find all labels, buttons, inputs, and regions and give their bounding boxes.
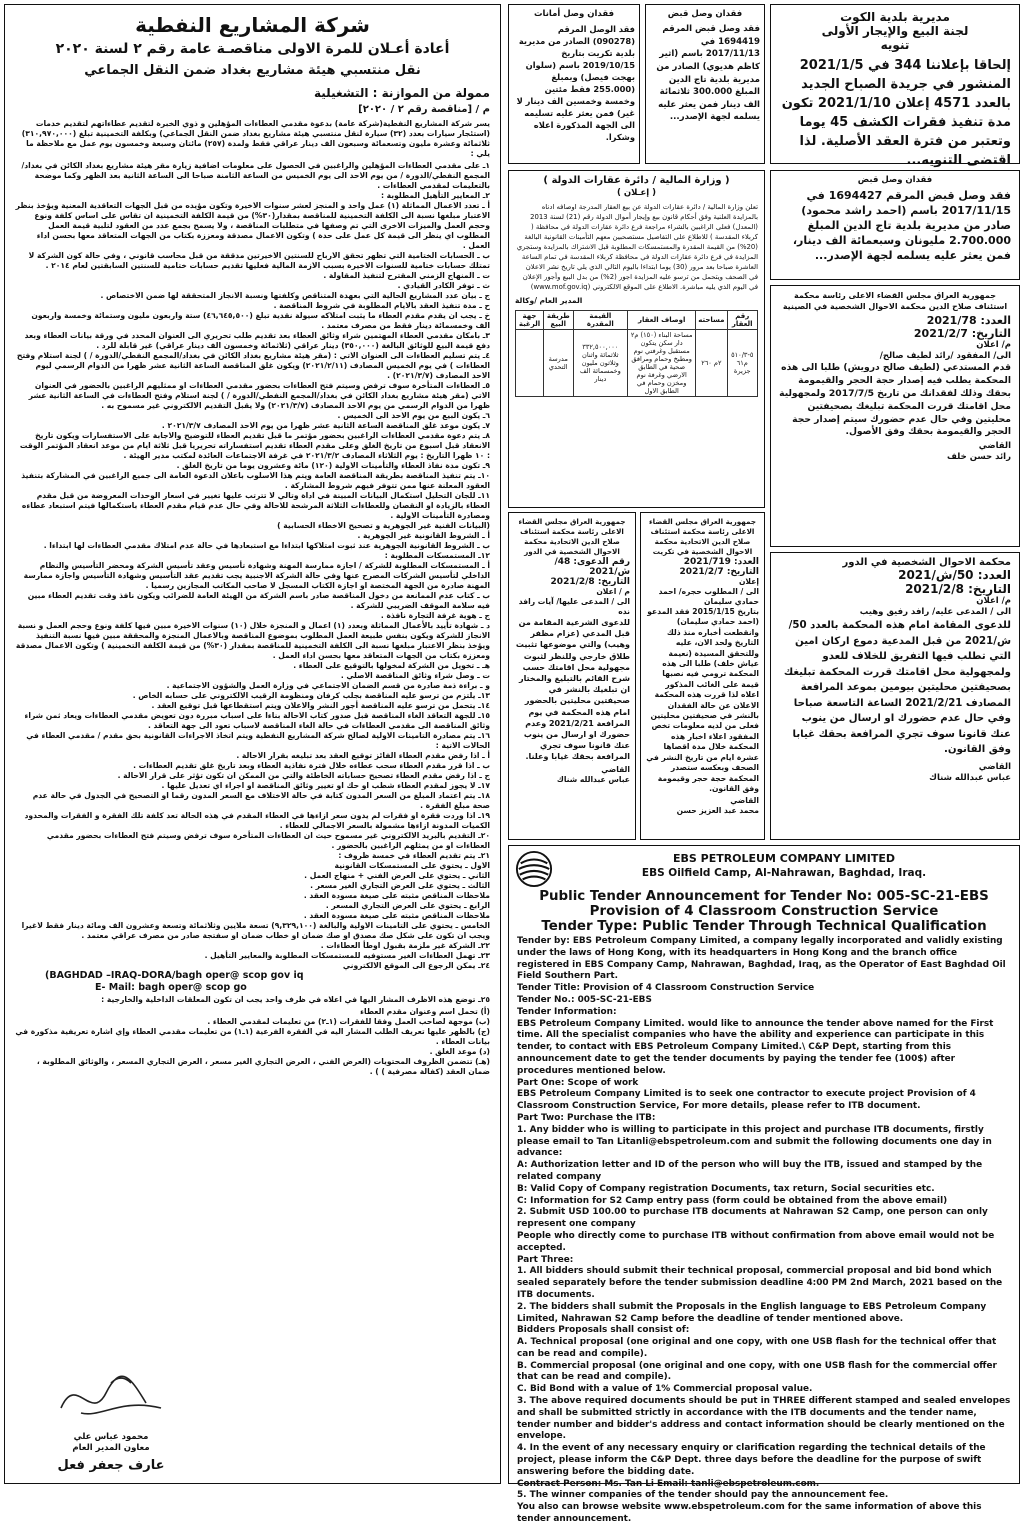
ebs-address: EBS Oilfield Camp, Al-Nahrawan, Baghdad, Iraq. <box>641 867 927 879</box>
tender-item: ٢٤ـ يمكن الرجوع الى الموقع الالكتروني <box>342 961 490 970</box>
tender-item: ح ـ مدة تنفيذ العقد بالايام المطلوبة في شروط المناقصة . <box>273 301 490 310</box>
court4-to: الى / المدعى عليها/ آيات رافد نده <box>518 597 630 616</box>
court4-sub: م / اعلان <box>596 587 630 596</box>
table-cell <box>516 329 544 396</box>
court1-date: التاريخ: 2021/2/7 <box>913 327 1011 340</box>
ebs-line: Tender Information: <box>517 1006 617 1017</box>
tender-item: ب ـ الشروط القانونية الجوهرية عند ثبوت امتلاكها ابتداءا مع استبعادها في حالة عدم امتلاك مقدمي العطاءات لها ابتداءا . <box>43 541 490 550</box>
ebs-heading-2: Provision of 4 Classroom Construction Service <box>589 904 939 919</box>
tender-item-25-sub: (أ) تحمل اسم وعنوان مقدم العطاء <box>360 1007 490 1016</box>
court4-judge: القاضي <box>601 764 630 774</box>
lost-receipt-title-2: فقدان وصل قبض <box>857 175 933 185</box>
table-cell: ٢م ٢٦٠ <box>696 329 727 396</box>
tender-item: ب ـ اذا قرر مقدم العطاء سحب عطاءه خلال فترة نفاذية العطاء وبعد تاريخ غلق تقديم العطاءات . <box>133 761 490 770</box>
court2-judge: القاضي <box>978 761 1011 772</box>
ebs-line: Tender Title: Provision of 4 Classroom Construction Service <box>517 983 815 994</box>
tender-item: ٢٢ـ الشركة غير ملزمة بقبول اوطأ العطاءات . <box>320 941 490 950</box>
court1-to: الى/ المفقود /رائد لطيف صالح/ <box>879 351 1011 362</box>
ebs-logo-icon <box>515 850 553 888</box>
signer-name-2: عارف جعفر فعل <box>57 1458 165 1473</box>
tender-item: ٤ـ يتم تسليم العطاءات الى العنوان الاتي : (مقر هيئة مشاريع بغداد الكائن في بغداد/المجمع النفطي/الدورة / ) لجنة استلام وفتح العطاءات ) في يوم الخميس المصادف (٢٠٢١/٢/١١) ويكون غلق المناقصة الساعة الثانية عشر ظهرا من الدوام الرسمي ليوم الاحد المصادف (٢٠٢١/٣/٧) . <box>16 351 490 380</box>
tender-item: ت ـ وصل شراء وثائق المناقصة الاصلي . <box>340 671 490 680</box>
ebs-line: B. Commercial proposal (one original and one copy, with one USB flash for the commercial offer that can be read and compile). <box>517 1360 997 1383</box>
lost-receipt-title-1: فقدان وصل قبض <box>667 9 743 19</box>
ebs-heading-3: Tender Type: Public Tender Through Technical Qualification <box>541 919 987 934</box>
court3-to: الى / المطلوب حجره/ احمد حمادي سليمان <box>658 587 759 606</box>
finance-signer: المدير العام /وكالة <box>515 296 583 306</box>
table-header-cell: رقم العقار <box>727 310 758 329</box>
court4-head: جمهورية العراق مجلس القضاء الاعلى رئاسة محكمة استئناف صلاح الدين الاتحادية محكمة الاحوال الشخصية في الدور <box>518 517 626 556</box>
court2-body: للدعوى المقامة امام هذه المحكمة بالعدد 50/ش/2021 من قبل المدعية دموع اركان امين التي تطلب فيها التفريق للخلاف للعدو ولمجهولية محل اقامتك قررت المحكمة تبليغك بصحيفتين محليتين بيومين بموعد المرافعة المصادف 2021/2/21 الساعة التاسعة صباحا وفي حال عدم حضورك او ارسال من ينوب عنك قانونا سوف تجري المرافعة بحقك غيابا وفق القانون. <box>783 620 1011 756</box>
table-header-cell: القيمة المقدرة <box>573 310 627 329</box>
tender-item: د ـ شهادة تأييد بالأعمال المماثلة وبعدد (١) اعمال و المنجزة خلال (١٠) سنوات الاخيرة مبين فيها كلفة ونوع وحجم العمل و نسبة الانجاز للشركة ويكون بنفس طبيعة العمل المطلوب بموضوع المناقصة وبالاعمال المنجزة والمحققة مبين فيها نسبة التنفيذ ويؤخذ بنظر الاعتبار مبلغها نسبة الى الكلفة التخمينية للمناقصة بمقدار (٣٠%) من قيمة الكلفة التخمينية ) وتكون الاعمال مصدقة ومعززة بكتاب من الجهات المتعاقد معها بحسن اداء العمل . <box>15 621 490 660</box>
court1-num: العدد: 2021/78 <box>926 314 1011 327</box>
tender-item: خ ـ يجب ان يقدم مقدم العطاء ما يثبت امتلاكه سيولة نقدية تبلغ (٤٦,٦٤٥,٥٠٠) ستة واربعون مليون وستمائة وخمسة واربعون الف وخمسمائة دينار فقط من مصرف معتمد . <box>31 311 490 330</box>
ebs-tender-ad <box>508 845 1020 1525</box>
lost-receipt-ad-1 <box>645 4 765 164</box>
ebs-line: People who directly come to purchase ITB without confirmation from above email would not be accepted. <box>517 1230 995 1253</box>
tender-headline: أعادة أعـلان للمرة الاولى مناقصـة عامة رقم ٢ لسنة ٢٠٢٠ <box>55 41 450 57</box>
tender-item-25-sub: (ج) بالظهر عليها تعريف الطلب المشار اليه في الفقرة الفرعية (١ـ١) من تعليمات مقدمي العطاء وإي اشارة تعريفية مذكورة في بيانات العطاء . <box>15 1027 490 1046</box>
table-cell: ٣٣٢,٥٠٠,٠٠٠ ثلاثمائة واثنان وثلاثون مليون وخمسمائة الف دينار <box>573 329 627 396</box>
tender-item: أ ـ الشروط القانونية غير الجوهرية . <box>357 531 490 540</box>
company-name: شركة المشاريع النفطية <box>135 13 370 37</box>
tender-email: E- Mail: bagh oper@ scop go <box>95 982 247 993</box>
property-table-header <box>516 310 758 329</box>
ebs-line: Part Two: Purchase the ITB: <box>517 1112 656 1123</box>
tender-item: ٢١ـ يتم تقديم العطاء في خمسة ظروف : <box>338 851 490 860</box>
kut-line-1: مديرية بلدية الكوت <box>840 10 950 24</box>
ebs-line: 1. All bidders should submit their technical proposal, commercial proposal and bid bond which sealed separately before the tender submission deadline 4:00 PM 2nd March, 2021 based on the ITB documents. <box>517 1266 1003 1300</box>
ebs-heading-1: Public Tender Announcement for Tender No: 005-SC-21-EBS <box>539 889 989 904</box>
ebs-line: A. Technical proposal (one original and one copy, with one USB flash for the technical offer that can be read and compile). <box>517 1337 997 1359</box>
tender-item: ١٦ـ يتم مصادرة التامينات الاولية لصالح شركة المشاريع النفطية ويتم اتخاذ الاجراءات القانونية بحق مقدم / مقدمي العطاء في الحالات الاتية : <box>26 731 490 750</box>
finance-sub: ( إعـلان ) <box>616 188 657 199</box>
ebs-line: A: Authorization letter and ID of the person who will buy the ITB, issued and stamped by the related company <box>517 1160 983 1182</box>
ebs-line: 5. The winner companies of the tender should pay the announcement fee. <box>517 1490 889 1501</box>
lost-trust-title: فقدان وصل أمانات <box>533 9 615 19</box>
table-header-cell: جهة الرغبة <box>516 310 544 329</box>
tender-item-25-sub: (د) موعد الغلق . <box>429 1047 490 1056</box>
lost-trust-receipt-ad <box>508 4 640 164</box>
signer-name-1: محمود عباس علي <box>73 1431 149 1442</box>
ebs-line: Part Three: <box>517 1254 574 1265</box>
lost-receipt-body-2: فقد وصل قبض المرقم 1694427 في 2017/11/15 باسم (احمد راشد محمود) صادر من مديرية بلدية تاج الدين المبلغ 2.700.000 مليونان وسبعمائة الف دينار، فمن يعثر عليه يسلمه لجهة الإصدر... <box>792 189 1011 263</box>
court4-date: التاريخ: 2021/2/8 <box>550 577 630 587</box>
tender-item: ث ـ توفر الكادر القيادي . <box>397 281 490 290</box>
signature-block <box>21 1368 201 1473</box>
tender-item: ١٩ـ اذا وردت فقرة او فقرات لم يدون سعر ازاءها في العطاء المقدم في هذه الحالة تعد كلفة تلك الفقرة و الفقرات والمحدود الكميات المدونة ازاءها مشمولة بالسعر الاجمالي للعطاء . <box>24 811 490 830</box>
tender-items <box>15 161 490 971</box>
tender-item: الثالث ـ يحتوي على العرض التجاري الغير مسعر . <box>310 881 490 890</box>
court1-body: قدم المستدعي (لطيف صالح درويش) طلبا الى هذه المحكمة يطلب فيه إصدار حجة الحجر والقيمومة بحقك وذلك لفقدانك من تاريخ 2017/7/5 ولمجهولية محل اقامتك قررت المحكمة تبليغك بصحيفتين محليتين وفي حال عدم حضورك سيتم إصدار حجة الحجر والقيمومة بحقك وفق الأصول. <box>779 362 1011 438</box>
ebs-line: Tender No.: 005-SC-21-EBS <box>517 994 652 1005</box>
court2-sub: م/ اعلان <box>976 596 1011 606</box>
ebs-line: You also can browse website www.ebspetroleum.com for the same information of above this tender announcement. <box>517 1502 982 1525</box>
tender-item: ١ـ على مقدمي العطاءات المؤهلين والراغبين في الحصول على معلومات اضافية زيارة مقر هيئة مشاريع بغداد الكائن في بغداد/المجمع النفطي/الدورة / من يوم الاحد الى يوم الخميس من الساعة الثامنة صباحا الى الساعة الثانية بعد الظهر وكما موضحة بالتعليمات لمقدمي العطاءات . <box>21 161 490 190</box>
tender-item: ١٣ـ يلتزم من ترسو عليه المناقصة بجلب كرفان ومنظومة الرقيب الالكتروني على حسابه الخاص . <box>132 691 490 700</box>
court3-body: بتاريخ 2015/1/15 فقد المدعو (احمد حمادي سليمان) وانقطعت أخباره منذ ذلك التاريخ ولحد الان، عليه وللتحقق المسيدة (نعيمة عياش خلف) طلبا الى هذه المحكمة ترومي فيه نصبها قيمة على الغائب المذكور اعلاه لذا قررت هذه المحكمة الاعلان عن حالة الفقدان بالنشر في صحيفتين محليتين فعلى من لديه معلومات تخص المفقود اعلاء اخبار هذه المحكمة خلال مدة اقصاها عشرة ايام من تاريخ النشر في الصحف وبعكسه ستصدر المحكمة حجة حجر وقيمومة وفق القانون. <box>646 607 759 793</box>
ebs-line: 2. The bidders shall submit the Proposals in the English language to EBS Petroleum Company Limited, Nahrawan S2 Camp before the deadline of tender mentioned above. <box>517 1301 987 1324</box>
court3-sub: إعلان <box>738 577 759 586</box>
court3-head: جمهورية العراق مجلس القضاء الاعلى رئاسة محكمة استئناف صلاح الدين الاتحادية محكمة الاحوال الشخصية في تكريت <box>648 517 757 556</box>
tender-item: ملاحظات المناقص مثبته على صيغة مسودة العقد . <box>303 911 490 920</box>
court4-judge-name: عباس عبدالله شناك <box>556 774 630 784</box>
table-cell: مساحة البناء (١٥٠) م٢ دار سكن يتكون مستقبل وغرفتي نوم ومطبخ وحمام ومرافق صحية في الطابق الارضي وغرفة نوم ومخزن وحمام في الطابق الاول <box>628 329 696 396</box>
tender-item: ت ـ المنهاج الزمني المقترح لتنفيذ المقاولة . <box>323 271 490 280</box>
tender-item: ب ـ الحسابات الختامية التي تظهر تحقق الارباح للسنتين الاخيرتين مدققة من قبل محاسب قانوني ، وفي حالة كون الشركة لا تمتلك حسابات ختامية للسنوات الاخيرة بسبب الازمة المالية فعليها تقديم حسابات ختامية للسنتين السابقتين لعام ٢٠١٤ . <box>28 251 490 270</box>
kut-municipality-notice <box>770 4 1020 168</box>
court1-judge-name: رائد حسن خلف <box>947 452 1011 463</box>
tender-item: ج ـ اذا رفض مقدم العطاء تصحيح حساباته الخاطئة والتي من الممكن ان تكون تؤثر على قرار الاحالة . <box>117 771 490 780</box>
signer-title-1: معاون المدير العام <box>72 1442 150 1453</box>
tender-item: ب ـ كتاب عدم الممانعة من دخول المناقصة صادر باسم الشركة من الهيئة العامة للضرائب ويكون نافذ وقت تقديم العطاء مبين فيه سلامة الموقف الضريبي للشركة . <box>27 591 490 610</box>
tender-item-25-sub: (ب) موجهة لصاحب العمل وفقا للفقرات (١ـ٢) من تعليمات لمقدمي العطاء . <box>207 1017 490 1026</box>
tender-item: ١٤ـ يتحمل من ترسو عليه المناقصة أجور النشر والاعلان ويتم استقطاعها قبل توقيع العقد . <box>151 701 490 710</box>
tender-address: (BAGHDAD –IRAQ-DORA/bagh oper@ scop gov iq <box>45 970 304 981</box>
handwritten-signature <box>51 1368 171 1428</box>
tender-subject: نقل منتسبي هيئة مشاريع بغداد ضمن النقل الجماعي <box>84 63 421 78</box>
ebs-line: Bidders Proposals shall consist of: <box>517 1325 690 1336</box>
tender-item: ١٥ـ للجهة التعاقد الغاء المناقصة قبل صدور كتاب الاحالة بناءا على اسباب مبررة دون تعويض مقدمي العطاءات ويعاد ثمن شراء وثائق المناقصة الى مقدمي العطاءات في حالة الغاء المناقصة لاسباب تعود الى جهة التعاقد . <box>24 711 490 730</box>
ebs-line: C. Bid Bond with a value of 1% Commercial proposal value. <box>517 1384 813 1395</box>
ebs-line: 3. The above required documents should be put in THREE different stamped and sealed envelopes and shall be submitted strictly in accordance with the ITB documents and the tender name, tender number and bidder's address and contact information should be clearly mentioned on the envelope. <box>517 1396 1011 1442</box>
tender-item: ٢٣ـ تهمل العطاءات الغير مستوفيه للمستمسكات المطلوبة والمعايير التأهيل . <box>204 951 490 960</box>
ebs-line: 1. Any bidder who is willing to participate in this project and purchase ITB documents, firstly please email to Tan Litanli@ebspetroleum.com and submit the following documents one day in advance: <box>517 1124 992 1159</box>
tender-item: ١٧ـ لا يجوز لمقدم العطاء شطب او حك او تغيير وثائق المناقصة او اجراء اي تعديل عليها . <box>161 781 490 790</box>
tender-item: ١١ـ للجان التحليل استكمال البيانات المبينة في اداة وتالي لا تترتب عليها تغيير في اسعار الوحدات المعروضة من قبل مقدم العطاء بالزيادة او النقصان وللعطاءات الثلاثة المرشحة للاحالة وفي حال عدم قيام مقدم العطاء باستكمالها فيتم استبعاد عطاءه ومصادرة التأمينات الاولية . <box>21 491 490 520</box>
ebs-line: EBS Petroleum Company Limited. would like to announce the tender above named for the First time. All the specialist companies who have the ability and experience can participate in this tender, to contact with EBS Petroleum Company Limited.\ C&P Dept, starting from this announcement date to get the tender documents by paying the tender fee (100$) after procedures mentioned below. <box>517 1018 994 1076</box>
tender-item: (البيانات الفنية غير الجوهرية و تصحيح الاخطاء الحسابية ) <box>277 521 490 530</box>
table-header-cell: مساحته <box>696 310 727 329</box>
tender-item: الرابع ـ يحتوي على العرض التجاري المسعر . <box>325 901 490 910</box>
tender-item: هـ ـ تخويل من الشركة لمخولها بالتوقيع على العطاء . <box>293 661 490 670</box>
ebs-line: C: Information for S2 Camp entry pass (form could be obtained from the above email) <box>517 1195 948 1206</box>
kut-line-2: لجنة البيع والإيجار الأولى <box>821 24 969 38</box>
tender-ref: م / [مناقصة رقم ٢ / ٢٠٢٠] <box>358 104 490 115</box>
tender-item: ١٨ـ يتم اعتماد المبلغ من السعر المدون كتابة في حالة الاختلاف مع السعر المدون رقما او التصحيح في الجدول في حالة عدم صحة مبلغ الفقرة . <box>32 791 490 810</box>
court-notice-dour-50 <box>770 552 1020 840</box>
court4-num: رقم الدعوى: 48/ش/2021 <box>554 557 630 577</box>
table-header-cell: طريقة البيع <box>543 310 573 329</box>
tender-body <box>15 119 490 1077</box>
court3-num: العدد: 2021/719 <box>683 557 759 567</box>
tender-item: ٢ـ المعايير التأهيل المطلوبة : <box>380 191 490 200</box>
property-table <box>515 310 758 397</box>
tender-item-25-sub: (هـ) تتضمن الظروف المحتويات (العرض الفني ، العرض التجاري الغير مسعر ، العرض التجاري المسعر ، والوثائق المطلوبة ، ضمان العقد (كفالة مصرفية ) ) . <box>36 1057 490 1076</box>
kut-line-3: تنويه <box>880 38 910 52</box>
tender-item: ٨ـ يتم دعوة مقدمي العطاءات الراغبين بحضور مؤتمر ما قبل تقديم العطاء للتوضيح والاجابة على الاستفسارات ويكون تاريخ الانعقاد قبل اسبوع من تاريخ الغلق وعلى مقدم العطاء تقديم استفساراته تحريريا قبل ثلاثة ايام من موعد انعقاد المؤتمر الوقت : ١٠ ظهرا التاريخ : يوم الثلاثاء المصادف ٢٠٢١/٣/٢ في غرفة الاجتماعات العائدة لمكتب مدير الهيئة . <box>19 431 490 460</box>
table-row <box>516 329 758 396</box>
court1-judge: القاضي <box>978 441 1011 452</box>
tender-item-25-subs <box>15 1007 490 1077</box>
finance-title: ( وزارة المالية / دائرة عقارات الدولة ) <box>543 175 730 186</box>
oil-projects-tender-ad <box>4 4 501 1484</box>
court2-to: الى / المدعى عليه/ رافد رفيق وهيب <box>859 607 1011 618</box>
tender-funding: ممولة من الموازنة : التشغيلية <box>314 86 490 100</box>
ebs-line: B: Valid Copy of Company registration Documents, tax return, Social securities etc. <box>517 1183 935 1194</box>
ebs-line: 2. Submit USD 100.00 to purchase ITB documents at Nahrawan S2 Camp, one person can only represent one company <box>517 1207 988 1230</box>
state-property-ad <box>508 170 765 508</box>
table-cell: مدرسة التحدي <box>543 329 573 396</box>
lost-trust-body: فقد الوصل المرقم (090278) الصادر من مديرية بلدية تكريت بتاريخ 2019/10/15 باسم (سلوان بهجت فيصل) وبمبلغ (255.000 فقط مئتين وخمسة وخمسين الف دينار لا غير) فمن يعثر عليه تسليمه الى الجهة المذكورة اعلاه وشكرا. <box>516 24 635 143</box>
lost-receipt-body-1: فقد وصل قبض المرقم 1694419 في 2017/11/13 باسم (اثير كاظم هديوي) الصادر من مديرية بلدية تاج الدين المبلغ 300.000 ثلاثمائة الف دينار فمن يعثر عليه يسلمه لجهة الإصدر... <box>656 24 760 123</box>
tender-item: و ـ براءة ذمة صادرة من قسم الضمان الاجتماعي في وزارة العمل والشؤون الاجتماعية . <box>166 681 490 690</box>
tender-item: ٥ـ العطاءات المتأخرة سوف ترفض وسيتم فتح العطاءات بحضور مقدمي العطاءات او ممثليهم الراغبين بالحضور في العنوان الاتي (مقر هيئة مشاريع بغداد الكائن في بغداد/المجمع النفطي/الدورة / ) لجنة استلام وفتح العطاءات في الساعة الثانية عشر ظهرا من الدوام الرسمي من يوم الاحد المصادف (٢٠٢١/٣/٧) ولا يقبل التقديم الالكتروني غير مسموح به . <box>28 381 490 410</box>
ebs-company: EBS PETROLEUM COMPANY LIMITED <box>672 852 895 865</box>
ebs-body <box>517 936 1011 1526</box>
kut-body: إلحاقا بإعلاننا 344 في 2021/1/5 المنشور في جريدة الصباح الجديد بالعدد 4571 إعلان 2021/1/10 تكون مدة تنفيذ فقرات الكشف 45 يوما وتعتبر من فترة العقد الأصلية. لذا اقتضى التنويه... <box>781 58 1011 168</box>
ebs-line: 4. In the event of any necessary enquiry or clarification regarding the technical details of the project, please inform the C&P Dept. three days before the deadline for the purpose of swift answering before the bidding date. <box>517 1443 986 1477</box>
court3-date: التاريخ: 2021/2/7 <box>679 567 759 577</box>
lost-receipt-ad-2 <box>770 170 1020 280</box>
table-header-cell: اوصاف العقار <box>628 310 696 329</box>
tender-item-25: ٢٥ـ توضع هذه الاظرف المشار اليها في اعلاه في ظرف واحد يجب ان تكون المعلقات الداخلية والخارجية : <box>101 995 490 1004</box>
court2-judge-name: عباس عبدالله شناك <box>929 773 1011 784</box>
tender-item: الخامس ـ يحتوي على التامينات الاولية والبالغة (٩,٣٢٩,١٠٠) تسعة ملايين وثلاثمائة وتسعة وعشرون الف ومائة دينار فقط لاغيرا ويجب ان تكون على شكل صك مصدق او صك ضمان او خطاب ضمان او سفتجة صادر من مصرف عراقي معتمد . <box>21 921 490 940</box>
tender-intro: يسر شركة المشاريع النفطية(شركة عامة) بدعوة مقدمي العطاءات المؤهلين و ذوي الخبرة لتقديم عطاءاتهم لتقديم خدمات (استئجار سيارات بعدد (٣٢) سيارة لنقل منتسبي هيئة مشاريع بغداد ضمن النقل الجماعي) وبكلفة التخمينية تبلغ (٣١٠,٩٧٠,٠٠٠) ثلاثمائة وعشرة مليون وتسعمائة وسبعون الف دينار عراقي فقط ولمدة (٢٥٧) مائتان وسبعة وخمسون يوم عمل مع ملاحظة ما يلي : <box>21 119 490 158</box>
tender-item: أ ـ تعدد الاعمال المماثلة (١) عمل واحد و المنجز لعشر سنوات الاخيرة وتكون مؤيده من قبل الجهات التعاقدية المعنية ويؤخذ بنظر الاعتبار مبلغها نسبة الى الكلفة التخمينية للمناقصة بمقدار(٣٠%) من قيمة الكلفة التخمينية ان تقاس على اساس كلفة ونوع وحجم العمل والميزات الاخرى التي تم وصفها في متطلبات المناقصة ، ولا يسمح بجمع عدد من العقود لتلبية قيمة العمل المطلوب اي ينظر الى قيمة كل عمل على حدة ) وتكون الاعمال مصدقة ومعززة بكتاب من الجهات المتعاقد معها بحسن اداء العمل . <box>15 201 490 250</box>
tender-item: ملاحظات المناقص مثبته على صيغة مسودة العقد . <box>303 891 490 900</box>
court1-sub: م/ اعلان <box>976 340 1011 350</box>
ebs-line: Tender by: EBS Petroleum Company Limited, a company legally incorporated and validly existing under the laws of Hong Kong, with its headquarters in Hong Kong and the branch office registered in EBS Company Camp, Nahrawan, Baghdad, Iraq, as the Operator of East Baghdad Oil Field Southern Part. <box>517 936 1006 982</box>
court1-head: جمهورية العراق مجلس القضاء الاعلى رئاسة محكمة استئناف صلاح الدين محكمة الاحوال الشخصية في الصينية <box>782 291 1008 311</box>
tender-item: ١٠ـ يتم تنفيذ المناقصة بطريقة المناقصة العامة ويتم هذا الاسلوب باعلان الدعوة العامة الى جميع الراغبين في المشاركة بتنفيذ العقود المعلنة عنها ممن تتوفر فيهم شروط المشاركة . <box>21 471 490 490</box>
ebs-line: Contract Person: Ms. Tan Li Email: tanli@ebspetroleum.com. <box>517 1478 820 1489</box>
court2-head: محكمة الاحوال الشخصية في الدور <box>842 557 1011 568</box>
tender-item: ٢٠ـ التقديم بالبريد الالكتروني غير مسموح حيث ان العطاءات المتأخرة سوف ترفض وسيتم فتح العطاءات بحضور مقدمي العطاءات او من يمثلهم الراغبين بالحضور . <box>46 831 490 850</box>
tender-item: ٣ـ بامكان مقدمي العطاء المهتمين شراء وثائق العطاء بعد تقديم طلب تحريري الى العنوان المحدد في ورقة بيانات العطاء وبعد دفع قيمة البيع للوثائق البالغة (٣٥٠,٠٠٠) دينار عراقي (ثلاثمائة وخمسون الف دينار عراقي) غير قابلة للرد . <box>24 331 490 350</box>
tender-item: أ ـ اذا رفض مقدم العطاء الفائز توقيع العقد بعد تبليغه بقرار الاحالة . <box>236 751 490 760</box>
court3-judge-name: محمد عبد العزيز حسن <box>676 806 759 816</box>
tender-item: ج ـ هوية غرفة التجارة نافذة . <box>380 611 490 620</box>
ebs-line: Part One: Scope of work <box>517 1077 639 1088</box>
ebs-line: EBS Petroleum Company Limited is to seek one contractor to execute project Provision of 4 Classroom Construction Service, For more details, please refer to ITB document. <box>517 1089 976 1112</box>
tender-item: ٩ـ تكون مدة نفاذ العطاء والتأمينات الاولية (١٢٠) مائة وعشرون يوما من تاريخ الغلق . <box>176 461 490 470</box>
tender-item: الثاني ـ يحتوي على العرض الفني + منهاج العمل . <box>304 871 490 880</box>
tender-item: ٦ـ يكون البيع من يوم الاحد الى الخميس . <box>337 411 490 420</box>
court-notice-dour-48 <box>508 512 636 840</box>
tender-item: ج ـ بيان عدد المشاريع الحالية التي بعهدة المتناقص وكلفتها ونسبة الانجاز المتحققة لها ضمن الاختصاص . <box>100 291 490 300</box>
court-notice-tikrit <box>640 512 765 840</box>
tender-item: أ ـ المستمسكات المطلوبة للشركة / اجازة ممارسة المهنة وشهادة تأسيس وعقد تأسيس الشركة ومحضر التأسيس والنظام الداخلي لتأسيس الشركات المصرح عنها وفي حالة الشركة الاجنبية يجب تقديم عقد التأسيس وشهادة التأسيس واجازة ممارسة المهنة صادرة من الجهة المختصة او اجازة الكتاب المسجل لا صاحب المكاتب المجازين رسميا . <box>23 561 490 590</box>
court-notice-siniya <box>770 285 1020 547</box>
tender-item: ١٢ـ المستمسكات المطلوبة : <box>384 551 490 560</box>
tender-item: الاول ـ يحتوي على المستمسكات القانونية <box>334 861 490 870</box>
court4-body: للدعوى الشرعية المقامة من قبل المدعي (عزام مظفر وهيب) والتي موضوعها تثبيت طلاق خارجي وللنظر لثبوت مجهولية محل اقامتك حسب شرح القائم بالتبليغ والمختار ان تبلغيك بالنشر في صحيفتين محليتين بالحضور امام هذه المحكمة في يوم المرافعة 2021/2/21 وعدم حضورك او ارسال من ينوب عنك قانونا سوف تجري المرافعة بحقك غيابا وعلنا. <box>515 618 630 762</box>
finance-body: تعلن وزارة المالية / دائرة عقارات الدولة عن بيع العقار المدرجة اوصافه ادناه بالمزايدة العلنية وفق أحكام قانون بيع وإيجار أموال الدولة رقم (21) لسنة 2013 (المعدل) فعلى الراغبين بالشراء مراجعة فرع دائرة عقارات الدولة في محافظة ( كربلاء المقدسة ) للاطلاع على التفاصيل مستصحبين معهم التأمينات القانونية البالغة (20%) من القيمة المقدرة والمستمسكات المطلوبة قبل الاشتراك بالمزايدة وستجري المزايدة في فرع دائرة عقارات الدولة في محافظة كربلاء المقدسة في تمام الساعة العاشرة صباحا بعد مرور (30) يوما ابتداءا باليوم التالي الذي يلي تاريخ نشر الاعلان في الصحف ويتحمل من ترسو عليه المزايدة اجور (2%) من بدل البيع وأجور الإعلان في اليوم الذي يليه مباشرة. الاطلاع على الموقع الالكتروني (www.mof.gov.iq) <box>516 203 758 292</box>
court2-num: العدد: 50/ش/2021 <box>898 568 1011 582</box>
table-cell: ٥-٥١٠/٣ م٦١ جزيرة <box>727 329 758 396</box>
tender-item: ٧ـ يكون موعد غلق المناقصة الساعة الثانية عشر ظهرا من يوم الاحد المصادف ٢٠٢١/٣/٧ . <box>161 421 490 430</box>
court3-judge: القاضي <box>730 796 759 806</box>
court2-date: التاريخ: 2021/2/8 <box>905 582 1011 596</box>
